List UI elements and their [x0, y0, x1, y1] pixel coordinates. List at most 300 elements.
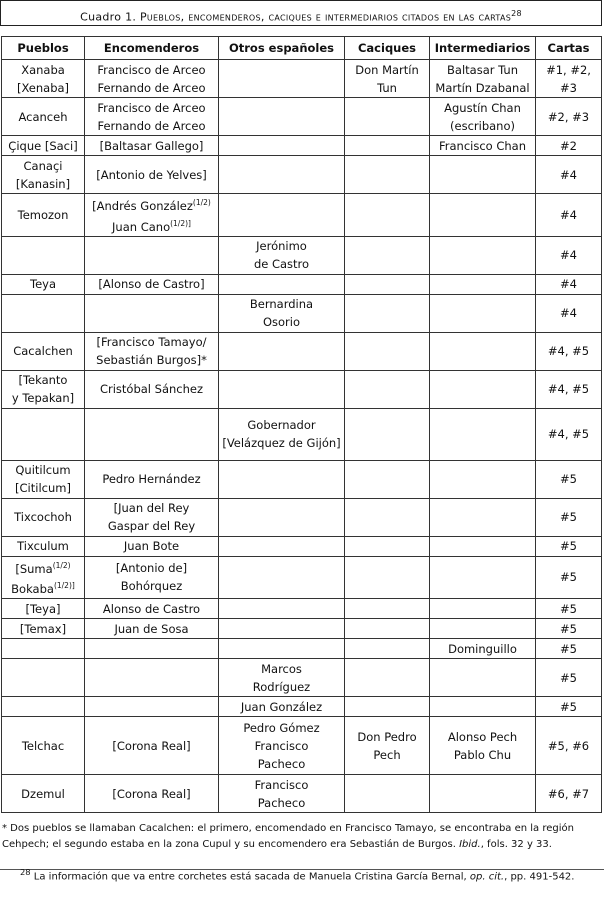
cell-cartas	[536, 98, 602, 136]
cell-line	[4, 785, 82, 803]
cell-text: Teya	[30, 277, 56, 292]
cell-line	[538, 508, 599, 526]
cell-text: #5	[560, 621, 577, 636]
cell-line	[4, 157, 82, 175]
cell-superscript: (1/2)]	[53, 581, 75, 591]
cell-intermediario	[430, 156, 536, 194]
cell-text: Osorio	[262, 315, 301, 330]
cell-otro-espanol	[219, 717, 345, 775]
cell-otro-espanol	[219, 60, 345, 98]
cell-text: #5	[560, 641, 577, 656]
cell-cartas	[536, 556, 602, 599]
cell-line	[432, 746, 533, 764]
cell-cacique	[345, 536, 430, 556]
cell-cartas	[536, 639, 602, 659]
cell-text: [Corona Real]	[112, 738, 191, 753]
cell-text: Juan Cano	[112, 219, 171, 234]
cell-cartas	[536, 60, 602, 98]
cell-line	[4, 275, 82, 293]
cell-text: de Castro	[253, 257, 310, 272]
cell-cacique	[345, 236, 430, 274]
table-note-folios: , fols. 32 y 33.	[480, 839, 552, 850]
table-row	[2, 156, 602, 194]
cell-line	[347, 61, 427, 79]
cell-line	[221, 416, 342, 434]
table-note-text: * Dos pueblos se llamaban Cacalchen: el primero, encomendado en Francisco Tamayo, se encontraba en la región Cehpech; el segundo estaba en la zona Cupul y su encomendero era Sebastián de Burgos.	[2, 823, 574, 850]
cell-cacique	[345, 136, 430, 156]
cell-encomendero	[85, 659, 219, 697]
cell-cartas	[536, 194, 602, 237]
table-row	[2, 236, 602, 274]
cell-encomendero	[85, 599, 219, 619]
table-row	[2, 619, 602, 639]
cell-line	[538, 698, 599, 716]
cell-line	[221, 794, 342, 812]
cell-intermediario	[430, 98, 536, 136]
cell-line	[538, 380, 599, 398]
cell-line	[87, 61, 216, 79]
cell-text: Gobernador	[247, 418, 316, 433]
cell-pueblo	[2, 775, 85, 813]
cell-line	[87, 275, 216, 293]
cell-encomendero	[85, 98, 219, 136]
cell-line	[4, 371, 82, 389]
cell-line	[87, 537, 216, 555]
cell-intermediario	[430, 498, 536, 536]
cell-line	[538, 206, 599, 224]
cell-otro-espanol	[219, 460, 345, 498]
cell-cacique	[345, 619, 430, 639]
table-caption	[0, 0, 602, 26]
cell-line	[538, 304, 599, 322]
cell-text: #2	[560, 138, 577, 153]
table-row	[2, 639, 602, 659]
cell-line	[87, 499, 216, 517]
cell-cacique	[345, 332, 430, 370]
cell-text: #6, #7	[547, 786, 590, 801]
cell-text: Martín Dzabanal	[435, 80, 530, 95]
cell-encomendero	[85, 775, 219, 813]
cell-cacique	[345, 639, 430, 659]
table-row	[2, 498, 602, 536]
cell-line	[538, 737, 599, 755]
cell-text: [Corona Real]	[112, 786, 191, 801]
cell-intermediario	[430, 274, 536, 294]
cell-text: Baltasar Tun	[447, 62, 518, 77]
cell-cacique	[345, 599, 430, 619]
cell-otro-espanol	[219, 697, 345, 717]
cell-text: Cacalchen	[13, 344, 73, 359]
cell-line	[538, 537, 599, 555]
table-row	[2, 60, 602, 98]
cell-line	[221, 776, 342, 794]
cell-text: Don Pedro	[357, 729, 417, 744]
cell-text: #4	[560, 277, 577, 292]
table-header-row	[2, 37, 602, 60]
cell-text: Francisco Chan	[438, 138, 527, 153]
cell-pueblo	[2, 408, 85, 460]
cell-line	[87, 194, 216, 215]
cell-text: [Citilcum]	[15, 481, 71, 496]
cell-line	[4, 620, 82, 638]
cell-text: Quitilcum	[15, 463, 71, 478]
cell-text: Don Martín	[355, 62, 419, 77]
cell-text: [Kanasin]	[15, 176, 71, 191]
cell-text: #4	[560, 306, 577, 321]
cell-text: Çique [Saci]	[8, 138, 78, 153]
table-row	[2, 194, 602, 237]
cell-text: Dominguillo	[448, 641, 517, 656]
cell-text: Pedro Hernández	[102, 472, 201, 487]
cell-cacique	[345, 156, 430, 194]
cell-text: Gaspar del Rey	[107, 519, 196, 534]
cell-cartas	[536, 498, 602, 536]
cell-line	[221, 295, 342, 313]
cell-superscript: (1/2)	[52, 560, 71, 570]
cell-line	[347, 728, 427, 746]
cell-encomendero	[85, 370, 219, 408]
cell-cacique	[345, 60, 430, 98]
cell-line	[4, 389, 82, 407]
header-otro-espanol: Otros españoles	[219, 37, 345, 60]
cell-intermediario	[430, 697, 536, 717]
cell-cacique	[345, 659, 430, 697]
cell-line	[221, 678, 342, 696]
cell-line	[538, 425, 599, 443]
cell-text: Cristóbal Sánchez	[99, 382, 204, 397]
cell-text: [Suma	[15, 561, 53, 576]
cell-pueblo	[2, 460, 85, 498]
cell-line	[87, 166, 216, 184]
cell-text: #5, #6	[547, 738, 590, 753]
table-note	[2, 821, 602, 853]
header-cartas: Cartas	[536, 37, 602, 60]
cell-encomendero	[85, 236, 219, 274]
table-row	[2, 697, 602, 717]
cell-text: #2, #3	[547, 109, 590, 124]
table-row	[2, 98, 602, 136]
cell-text: [Juan del Rey	[113, 501, 190, 516]
cell-line	[87, 577, 216, 595]
cell-line	[221, 660, 342, 678]
cell-text: #4, #5	[547, 382, 590, 397]
cell-text: Rodríguez	[252, 679, 311, 694]
cell-text: Telchac	[21, 738, 65, 753]
cell-cartas	[536, 294, 602, 332]
cell-pueblo	[2, 274, 85, 294]
cell-text: [Francisco Tamayo/	[96, 335, 207, 350]
cell-pueblo	[2, 717, 85, 775]
encomiendas-table	[1, 36, 602, 813]
cell-line	[432, 99, 533, 117]
cell-text: Pedro Gómez	[243, 720, 320, 735]
cell-otro-espanol	[219, 332, 345, 370]
cell-intermediario	[430, 370, 536, 408]
cell-line	[87, 620, 216, 638]
cell-pueblo	[2, 236, 85, 274]
table-row	[2, 460, 602, 498]
cell-encomendero	[85, 639, 219, 659]
cell-line	[221, 737, 342, 755]
cell-encomendero	[85, 60, 219, 98]
cell-encomendero	[85, 332, 219, 370]
cell-intermediario	[430, 60, 536, 98]
cell-cartas	[536, 156, 602, 194]
cell-text: Sebastián Burgos]*	[96, 353, 207, 368]
footnote-text: La información que va entre corchetes está sacada de Manuela Cristina García Bernal,	[33, 871, 467, 883]
cell-text: Tun	[377, 80, 397, 95]
cell-cartas	[536, 697, 602, 717]
table-row	[2, 294, 602, 332]
cell-intermediario	[430, 536, 536, 556]
cell-otro-espanol	[219, 294, 345, 332]
cell-text: Alonso de Castro	[102, 601, 201, 616]
cell-text: Francisco	[254, 738, 309, 753]
cell-line	[87, 559, 216, 577]
cell-text: Canaçi	[23, 158, 63, 173]
cell-otro-espanol	[219, 498, 345, 536]
cell-intermediario	[430, 619, 536, 639]
table-row	[2, 536, 602, 556]
cell-line	[87, 600, 216, 618]
cell-text: #5	[560, 601, 577, 616]
cell-line	[87, 351, 216, 369]
cell-text: Juan González	[240, 699, 323, 714]
cell-cartas	[536, 775, 602, 813]
header-intermediario: Intermediarios	[430, 37, 536, 60]
cell-encomendero	[85, 294, 219, 332]
cell-intermediario	[430, 599, 536, 619]
footnote-pages: pp. 491-542.	[510, 871, 575, 883]
cell-text: Juan de Sosa	[114, 621, 189, 636]
cell-cartas	[536, 332, 602, 370]
cell-pueblo	[2, 156, 85, 194]
cell-text: #5	[560, 699, 577, 714]
cell-line	[432, 728, 533, 746]
cell-line	[4, 577, 82, 598]
cell-line	[87, 785, 216, 803]
cell-text: [Baltasar Gallego]	[99, 138, 204, 153]
cell-otro-espanol	[219, 599, 345, 619]
cell-text: [Alonso de Castro]	[98, 277, 205, 292]
cell-encomendero	[85, 408, 219, 460]
cell-pueblo	[2, 659, 85, 697]
cell-cacique	[345, 460, 430, 498]
cell-otro-espanol	[219, 639, 345, 659]
cell-otro-espanol	[219, 408, 345, 460]
cell-pueblo	[2, 332, 85, 370]
header-cacique: Caciques	[345, 37, 430, 60]
cell-line	[4, 108, 82, 126]
cell-cacique	[345, 98, 430, 136]
cell-text: Pech	[373, 747, 401, 762]
cell-line	[221, 755, 342, 773]
cell-line	[432, 117, 533, 135]
cell-line	[538, 166, 599, 184]
table-row	[2, 599, 602, 619]
cell-line	[4, 61, 82, 79]
cell-cartas	[536, 619, 602, 639]
table-row	[2, 408, 602, 460]
cell-text: #3	[560, 80, 577, 95]
cell-line	[87, 470, 216, 488]
cell-text: #4	[560, 207, 577, 222]
cell-text: [Antonio de]	[115, 561, 188, 576]
cell-text: Xanaba	[21, 62, 65, 77]
cell-line	[538, 470, 599, 488]
cell-line	[221, 313, 342, 331]
cell-line	[4, 537, 82, 555]
cell-line	[4, 79, 82, 97]
cell-text: Acanceh	[18, 109, 68, 124]
cell-line	[4, 557, 82, 578]
cell-pueblo	[2, 498, 85, 536]
cell-line	[432, 640, 533, 658]
cell-text: #4	[560, 167, 577, 182]
cell-text: [Temax]	[19, 621, 67, 636]
cell-cacique	[345, 370, 430, 408]
cell-line	[87, 79, 216, 97]
cell-pueblo	[2, 697, 85, 717]
cell-encomendero	[85, 619, 219, 639]
cell-pueblo	[2, 136, 85, 156]
cell-otro-espanol	[219, 98, 345, 136]
footnote-number: 28	[20, 867, 31, 877]
cell-line	[538, 108, 599, 126]
cell-intermediario	[430, 332, 536, 370]
cell-cacique	[345, 697, 430, 717]
cell-text: #4	[560, 248, 577, 263]
cell-cartas	[536, 274, 602, 294]
caption-title: Pueblos, encomenderos, caciques e intermediarios citados en las cartas	[139, 10, 512, 24]
cell-line	[87, 99, 216, 117]
cell-cartas	[536, 370, 602, 408]
cell-intermediario	[430, 460, 536, 498]
cell-line	[87, 517, 216, 535]
cell-line	[538, 246, 599, 264]
cell-line	[538, 620, 599, 638]
cell-line	[221, 255, 342, 273]
cell-pueblo	[2, 194, 85, 237]
header-pueblo: Pueblos	[2, 37, 85, 60]
cell-encomendero	[85, 136, 219, 156]
cell-cartas	[536, 659, 602, 697]
cell-cacique	[345, 775, 430, 813]
cell-pueblo	[2, 639, 85, 659]
cell-line	[432, 61, 533, 79]
cell-intermediario	[430, 775, 536, 813]
cell-otro-espanol	[219, 274, 345, 294]
table-note-ibid: Ibid.	[459, 839, 481, 850]
cell-encomendero	[85, 697, 219, 717]
footnote	[2, 864, 602, 885]
cell-text: Bokaba	[11, 582, 54, 597]
cell-encomendero	[85, 498, 219, 536]
cell-cartas	[536, 536, 602, 556]
cell-line	[87, 380, 216, 398]
cell-text: #5	[560, 570, 577, 585]
cell-text: Pacheco	[257, 795, 306, 810]
cell-line	[221, 698, 342, 716]
cell-text: Pablo Chu	[453, 747, 512, 762]
cell-pueblo	[2, 294, 85, 332]
cell-intermediario	[430, 236, 536, 274]
footnote-opcit: op. cit.	[469, 871, 505, 883]
cell-cartas	[536, 408, 602, 460]
cell-pueblo	[2, 536, 85, 556]
caption-label: Cuadro 1.	[80, 10, 137, 24]
cell-line	[538, 137, 599, 155]
cell-intermediario	[430, 717, 536, 775]
cell-pueblo	[2, 556, 85, 599]
cell-line	[347, 746, 427, 764]
cell-intermediario	[430, 639, 536, 659]
cell-line	[4, 600, 82, 618]
cell-text: [Xenaba]	[16, 80, 70, 95]
cell-text: #5	[560, 539, 577, 554]
cell-text: [Tekanto	[18, 373, 68, 388]
cell-text: #5	[560, 670, 577, 685]
cell-pueblo	[2, 370, 85, 408]
cell-cacique	[345, 294, 430, 332]
cell-intermediario	[430, 294, 536, 332]
cell-text: Bohórquez	[120, 579, 183, 594]
cell-intermediario	[430, 659, 536, 697]
cell-text: Francisco de Arceo	[97, 100, 206, 115]
cell-text: #4, #5	[547, 427, 590, 442]
cell-cartas	[536, 460, 602, 498]
cell-text: Juan Bote	[123, 539, 180, 554]
cell-text: [Andrés González	[92, 198, 193, 213]
cell-line	[87, 737, 216, 755]
cell-cacique	[345, 408, 430, 460]
cell-text: Tixculum	[17, 539, 69, 554]
table-row	[2, 775, 602, 813]
cell-text: Francisco de Arceo	[97, 62, 206, 77]
table-row	[2, 370, 602, 408]
cell-line	[87, 215, 216, 236]
table-row	[2, 136, 602, 156]
table-row	[2, 659, 602, 697]
cell-cartas	[536, 599, 602, 619]
cell-encomendero	[85, 556, 219, 599]
cell-line	[538, 342, 599, 360]
cell-text: Bernardina	[249, 297, 314, 312]
cell-otro-espanol	[219, 659, 345, 697]
cell-otro-espanol	[219, 194, 345, 237]
cell-line	[4, 342, 82, 360]
cell-encomendero	[85, 536, 219, 556]
cell-line	[87, 137, 216, 155]
cell-text: Temozon	[17, 207, 69, 222]
cell-line	[4, 137, 82, 155]
cell-text: [Antonio de Yelves]	[96, 167, 207, 182]
cell-intermediario	[430, 556, 536, 599]
cell-line	[4, 479, 82, 497]
cell-line	[4, 175, 82, 193]
cell-cacique	[345, 274, 430, 294]
cell-line	[538, 669, 599, 687]
cell-line	[221, 434, 342, 452]
cell-encomendero	[85, 274, 219, 294]
cell-text: (escribano)	[450, 118, 515, 133]
cell-otro-espanol	[219, 556, 345, 599]
cell-cartas	[536, 236, 602, 274]
cell-otro-espanol	[219, 156, 345, 194]
cell-line	[538, 79, 599, 97]
cell-encomendero	[85, 717, 219, 775]
cell-cacique	[345, 194, 430, 237]
